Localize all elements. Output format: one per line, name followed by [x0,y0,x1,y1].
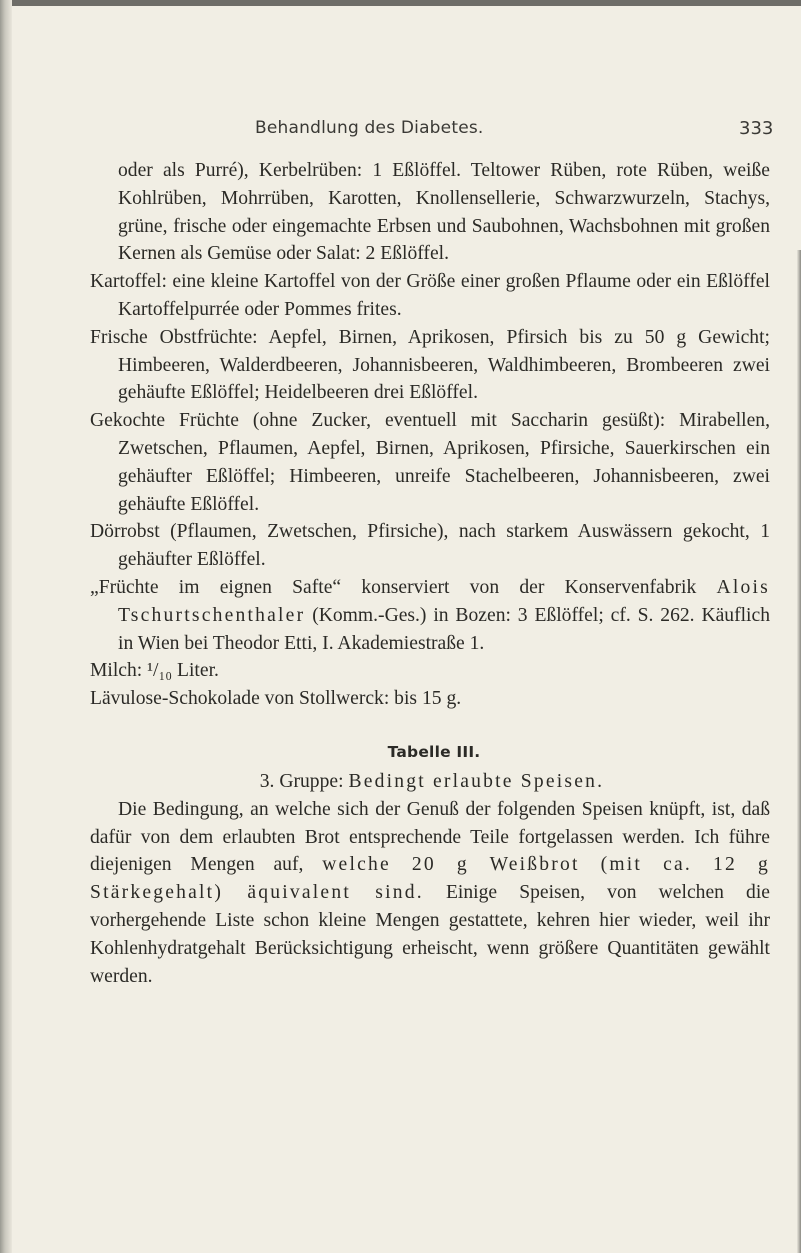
group-heading-prefix: 3. Gruppe: [259,770,344,792]
scan-right-edge [797,250,801,1253]
paragraph-text-part2: Einige Speisen, von welchen die vorhergehende Liste schon kleine Mengen gestattete, kehren hier wieder, weil ihr Kohlenhydratgehalt Berücksichtigung erheischt, wenn größere Quantitäten gewählt werden. [90,882,770,987]
list-item: Kartoffel: eine kleine Kartoffel von der Größe einer großen Pflaume oder ein Eßlöffel Kartoffelpurrée oder Pommes frites. [90,271,770,320]
manufacturer-name: Alois Tschurtschenthaler [118,576,770,626]
fruechte-text-before: „Früchte im eignen Safte“ konserviert von der Konservenfabrik [90,576,697,598]
list-item: Frische Obstfrüchte: Aepfel, Birnen, Aprikosen, Pfirsich bis zu 50 g Gewicht; Himbeeren, Walderdbeeren, Johannisbeeren, Waldhimbeeren, Brombeeren zwei gehäufte Eßlöffel; Heidelbeeren drei Eßlöffel. [90,326,770,404]
page-header [0,118,801,142]
paragraph-text-part1: Die Bedingung, an welche sich der Genuß der folgenden Speisen knüpft, ist, daß dafür von dem erlaubten Brot entsprechende Teile fortgelassen werden. Ich führe diejenigen Mengen auf, [90,798,770,876]
list-item-fruechte [90,574,770,657]
running-head: Behandlung des Diabetes. [255,118,484,138]
fruechte-text-after: (Komm.-Ges.) in Bozen: 3 Eßlöffel; cf. S. 262. Käuflich in Wien bei Theodor Etti, I. Akademiestraße 1. [118,604,770,654]
scan-binding-edge [0,0,12,1253]
page-body [90,157,770,990]
body-paragraph [90,796,770,991]
page-number: 333 [739,118,774,139]
list-item: Milch: ¹/₁₀ Liter. [90,660,219,682]
table-title: Tabelle III. [387,742,481,761]
list-item: Gekochte Früchte (ohne Zucker, eventuell mit Saccharin gesüßt): Mirabellen, Zwetschen, Pflaumen, Aepfel, Birnen, Aprikosen, Pfirsiche, Sauerkirschen ein gehäufter Eßlöffel; Himbeeren, unreife Stachelbeeren, Johannisbeeren, zwei gehäufte Eßlöffel. [90,410,770,515]
list-item: Lävulose-Schokolade von Stollwerck: bis 15 g. [90,688,462,710]
group-heading-title: Bedingt erlaubte Speisen. [348,770,605,792]
paragraph-emphasis: welche 20 g Weißbrot (mit ca. 12 g Stärkegehalt) äquivalent sind. [90,854,770,904]
list-item: oder als Purré), Kerbelrüben: 1 Eßlöffel. Teltower Rüben, rote Rüben, weiße Kohlrüben, Mohrrüben, Karotten, Knollensellerie, Schwarzwurzeln, Stachys, grüne, frische oder eingemachte Erbsen und Saubohnen, Wachsbohnen mit großen Kernen als Gemüse oder Salat: 2 Eßlöffel. [118,160,770,265]
group-heading [90,768,770,796]
list-item: Dörrobst (Pflaumen, Zwetschen, Pfirsiche), nach starkem Auswässern gekocht, 1 gehäufter Eßlöffel. [90,521,770,571]
scan-top-border [0,0,801,6]
